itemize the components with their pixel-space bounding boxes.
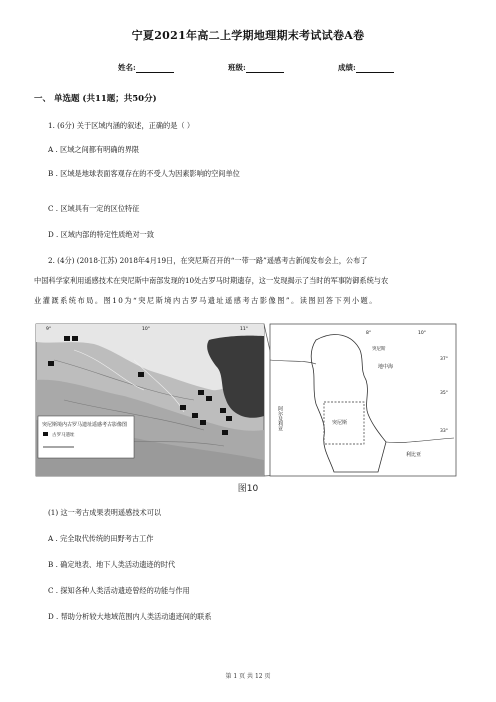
remote-sensing-image — [36, 324, 264, 476]
class-field[interactable] — [228, 62, 284, 73]
lat-label-1: 37° — [440, 357, 448, 362]
name-field[interactable] — [118, 62, 174, 73]
tunisia-label: 突尼斯 — [332, 420, 348, 426]
sea-label: 地中海 — [378, 364, 394, 370]
exam-title: 宁夏2021年高二上学期地理期末考试试卷A卷 — [131, 29, 365, 42]
figure-10 — [34, 320, 458, 498]
right-lon-label-2: 10° — [418, 331, 426, 336]
question-1-option-d: D . 区域内部的特定性质绝对一致 — [48, 230, 155, 239]
score-field[interactable] — [338, 62, 394, 73]
left-lon-label-1: 9° — [46, 327, 52, 332]
page-number: 第 1 页 共 12 页 — [225, 673, 271, 680]
legend-item: 古罗马遗址 — [52, 433, 75, 438]
subquestion-1-option-a: A . 完全取代传统的田野考古工作 — [48, 534, 154, 543]
question-1-option-b: B . 区域是地球表面客观存在的不受人为因素影响的空间单位 — [48, 169, 240, 178]
lat-label-3: 33° — [440, 429, 448, 434]
city-label: 突尼斯 — [372, 347, 386, 352]
left-lon-label-2: 10° — [142, 327, 150, 332]
left-lon-label-3: 11° — [240, 327, 248, 332]
location-map — [270, 324, 456, 476]
section-heading: 一、 单选题 (共11题；共50分) — [34, 94, 157, 104]
subquestion-1-option-b: B . 确定地表、地下人类活动遗迹的时代 — [48, 560, 176, 569]
question-1-stem: 1. (6分) 关于区域内涵的叙述，正确的是（ ） — [48, 121, 195, 130]
algeria-label: 阿尔及利亚 — [277, 406, 283, 431]
question-1-option-a: A . 区域之间都有明确的界限 — [48, 145, 140, 154]
lat-label-2: 35° — [440, 391, 448, 396]
name-label: 姓名: — [118, 63, 136, 72]
question-2-stem-line-1: 2. (4分) (2018·江苏) 2018年4月19日，在突尼斯召开的“一带一路”遥感考古新闻发布会上，公布了 — [48, 256, 368, 265]
subquestion-1-option-c: C . 探知各种人类活动遗迹曾经的功能与作用 — [48, 586, 190, 595]
right-lon-label-1: 8° — [366, 331, 372, 336]
name-blank[interactable] — [136, 64, 174, 73]
legend-title: 突尼斯境内古罗马遗址遥感考古影像图 — [42, 422, 128, 428]
figure-caption: 图10 — [237, 484, 259, 494]
question-2-stem-line-2: 中国科学家利用遥感技术在突尼斯中南部发现的10处古罗马时期遗存，这一发现揭示了当时的军事防御系统与农 — [34, 276, 389, 285]
libya-label: 利比亚 — [406, 452, 422, 458]
subquestion-1-option-d: D . 帮助分析较大地域范围内人类活动遗迹间的联系 — [48, 612, 212, 621]
score-label: 成绩: — [338, 63, 356, 72]
subquestion-1-stem: (1) 这一考古成果表明遥感技术可以 — [48, 508, 162, 517]
question-1-option-c: C . 区域具有一定的区位特征 — [48, 204, 140, 213]
score-blank[interactable] — [356, 64, 394, 73]
class-label: 班级: — [228, 63, 246, 72]
figure-10-graphic — [34, 320, 458, 480]
question-2-stem-line-3: 业灌溉系统布局。图10为“突尼斯境内古罗马遗址遥感考古影像图”。读图回答下列小题。 — [34, 296, 378, 305]
class-blank[interactable] — [246, 64, 284, 73]
